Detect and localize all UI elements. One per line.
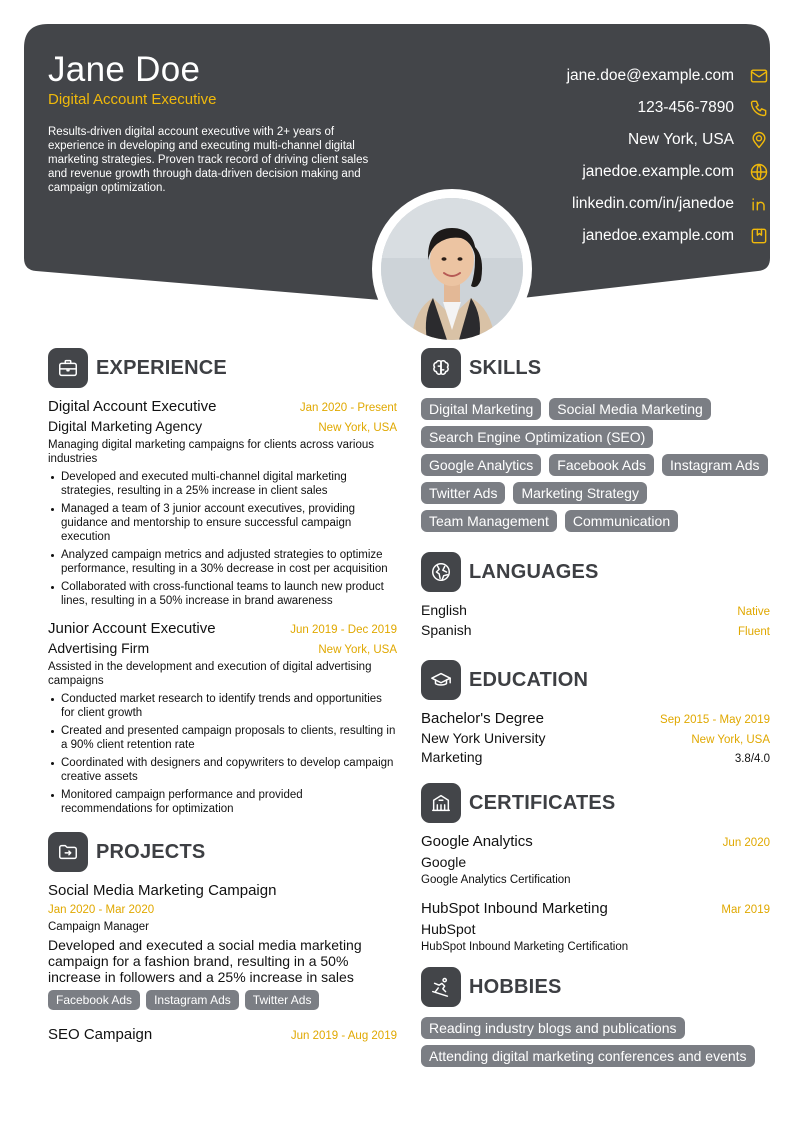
job-role: Junior Account Executive <box>48 620 216 637</box>
education-school: New York University <box>421 730 546 746</box>
right-column <box>421 348 770 1067</box>
building-icon <box>421 783 461 823</box>
skiing-icon <box>421 967 461 1007</box>
certificates-header <box>421 783 770 823</box>
job-date: Jan 2020 - Present <box>299 402 397 414</box>
job-summary: Managing digital marketing campaigns for clients across various industries <box>48 439 374 465</box>
job-bullet: Conducted market research to identify trends and opportunities for client growth <box>48 692 397 720</box>
certificate-date: Jun 2020 <box>722 837 770 849</box>
project-tag: Instagram Ads <box>146 990 239 1010</box>
project-entry <box>48 882 397 1010</box>
project-title: SEO Campaign <box>48 1026 153 1043</box>
job-bullet: Monitored campaign performance and provided recommendations for optimization <box>48 788 397 816</box>
education-location: New York, USA <box>691 734 770 746</box>
job-bullet: Managed a team of 3 junior account executives, providing guidance and mentorship to ensure successful campaign execution <box>48 502 397 544</box>
language-name: English <box>421 602 467 618</box>
language-level: Fluent <box>738 626 770 638</box>
projects-header <box>48 832 397 872</box>
contact-location <box>440 124 770 156</box>
languages-icon <box>421 552 461 592</box>
job-role: Digital Account Executive <box>48 398 217 415</box>
job-bullet: Created and presented campaign proposals to clients, resulting in a 90% client retention rate <box>48 724 397 752</box>
job-date: Jun 2019 - Dec 2019 <box>290 624 397 636</box>
project-description: Developed and executed a social media marketing campaign for a fashion brand, resulting in a 50% increase in followers and a 25% increase in sales <box>48 937 362 985</box>
experience-heading: EXPERIENCE <box>96 356 227 379</box>
project-tags <box>48 990 397 1010</box>
phone-icon <box>748 97 770 119</box>
skill-chip: Social Media Marketing <box>549 398 711 420</box>
education-gpa: 3.8/4.0 <box>734 753 770 765</box>
map-pin-icon <box>748 129 770 151</box>
contact-linkedin-text: linkedin.com/in/janedoe <box>572 195 734 212</box>
job-company: Advertising Firm <box>48 640 150 656</box>
education-heading: EDUCATION <box>469 668 589 691</box>
bookmark-icon <box>748 225 770 247</box>
hobby-chip: Reading industry blogs and publications <box>421 1017 685 1039</box>
certificate-name: Google Analytics <box>421 833 533 850</box>
language-name: Spanish <box>421 622 472 638</box>
briefcase-icon <box>48 348 88 388</box>
skill-chip: Communication <box>565 510 678 532</box>
education-section <box>421 660 770 765</box>
education-field: Marketing <box>421 749 483 765</box>
education-header <box>421 660 770 700</box>
certificate-detail: HubSpot Inbound Marketing Certification <box>421 941 629 953</box>
language-row <box>421 602 770 622</box>
globe-icon <box>748 161 770 183</box>
certificate-detail: Google Analytics Certification <box>421 874 571 886</box>
skill-chip: Twitter Ads <box>421 482 505 504</box>
brain-icon <box>421 348 461 388</box>
language-row <box>421 622 770 642</box>
contact-email-text: jane.doe@example.com <box>566 67 734 84</box>
languages-heading: LANGUAGES <box>469 560 599 583</box>
job-bullet: Collaborated with cross-functional teams to launch new product lines, resulting in a 50% increase in brand awareness <box>48 580 397 608</box>
hobbies-list <box>421 1017 770 1067</box>
skills-list <box>421 398 770 532</box>
skill-chip: Instagram Ads <box>662 454 768 476</box>
language-level: Native <box>737 606 770 618</box>
job-location: New York, USA <box>318 644 397 656</box>
contact-phone-text: 123-456-7890 <box>637 99 734 116</box>
certificates-section <box>421 783 770 953</box>
skills-section <box>421 348 770 532</box>
job-summary: Assisted in the development and execution of digital advertising campaigns <box>48 661 372 687</box>
experience-section <box>48 348 397 816</box>
skill-chip: Search Engine Optimization (SEO) <box>421 426 653 448</box>
education-degree: Bachelor's Degree <box>421 710 544 727</box>
skill-chip: Digital Marketing <box>421 398 541 420</box>
skill-chip: Facebook Ads <box>549 454 654 476</box>
graduation-cap-icon <box>421 660 461 700</box>
certificate-issuer: Google <box>421 854 467 870</box>
hobby-chip: Attending digital marketing conferences and events <box>421 1045 755 1067</box>
education-date: Sep 2015 - May 2019 <box>660 714 770 726</box>
job-bullet: Coordinated with designers and copywriters to develop campaign creative assets <box>48 756 397 784</box>
projects-heading: PROJECTS <box>96 840 206 863</box>
contact-phone[interactable] <box>440 92 770 124</box>
contact-portfolio-text: janedoe.example.com <box>582 227 734 244</box>
avatar <box>381 198 523 340</box>
contact-website[interactable] <box>440 156 770 188</box>
experience-header <box>48 348 397 388</box>
project-date: Jun 2019 - Aug 2019 <box>290 1030 397 1042</box>
job-bullet: Developed and executed multi-channel digital marketing strategies, resulting in a 25% increase in client sales <box>48 470 397 498</box>
avatar-frame <box>372 189 532 349</box>
project-tag: Facebook Ads <box>48 990 140 1010</box>
contact-website-text: janedoe.example.com <box>582 163 734 180</box>
certificate-name: HubSpot Inbound Marketing <box>421 900 608 917</box>
job-entry <box>48 620 397 816</box>
certificate-entry <box>421 833 770 886</box>
languages-section <box>421 552 770 642</box>
profile-summary: Results-driven digital account executive with 2+ years of experience in developing and executing multi-channel digital marketing strategies. Proven track record of driving client sales and revenue growth through data-driven decision making and campaign optimization. <box>48 126 369 194</box>
job-company: Digital Marketing Agency <box>48 418 203 434</box>
certificate-issuer: HubSpot <box>421 921 476 937</box>
skills-heading: SKILLS <box>469 356 542 379</box>
candidate-name: Jane Doe <box>48 50 201 89</box>
job-bullets <box>48 470 397 608</box>
project-title: Social Media Marketing Campaign <box>48 882 277 899</box>
project-tag: Twitter Ads <box>245 990 320 1010</box>
project-role: Campaign Manager <box>48 921 150 933</box>
folder-icon <box>48 832 88 872</box>
job-bullet: Analyzed campaign metrics and adjusted strategies to optimize performance, resulting in a 30% decrease in cost per acquisition <box>48 548 397 576</box>
left-column <box>48 348 397 1043</box>
envelope-icon <box>748 65 770 87</box>
job-bullets <box>48 692 397 816</box>
hobbies-section <box>421 967 770 1067</box>
job-entry <box>48 398 397 608</box>
project-entry <box>48 1026 397 1043</box>
languages-header <box>421 552 770 592</box>
skills-header <box>421 348 770 388</box>
projects-section <box>48 832 397 1043</box>
skill-chip: Team Management <box>421 510 557 532</box>
contact-email[interactable] <box>440 60 770 92</box>
skill-chip: Marketing Strategy <box>513 482 647 504</box>
skill-chip: Google Analytics <box>421 454 541 476</box>
certificate-entry <box>421 900 770 953</box>
project-date: Jan 2020 - Mar 2020 <box>48 904 155 916</box>
hobbies-heading: HOBBIES <box>469 975 562 998</box>
hobbies-header <box>421 967 770 1007</box>
certificates-heading: CERTIFICATES <box>469 791 616 814</box>
portrait-illustration <box>381 198 523 340</box>
certificate-date: Mar 2019 <box>721 904 770 916</box>
linkedin-icon <box>748 193 770 215</box>
candidate-title: Digital Account Executive <box>48 91 217 108</box>
job-location: New York, USA <box>318 422 397 434</box>
contact-location-text: New York, USA <box>628 131 734 148</box>
